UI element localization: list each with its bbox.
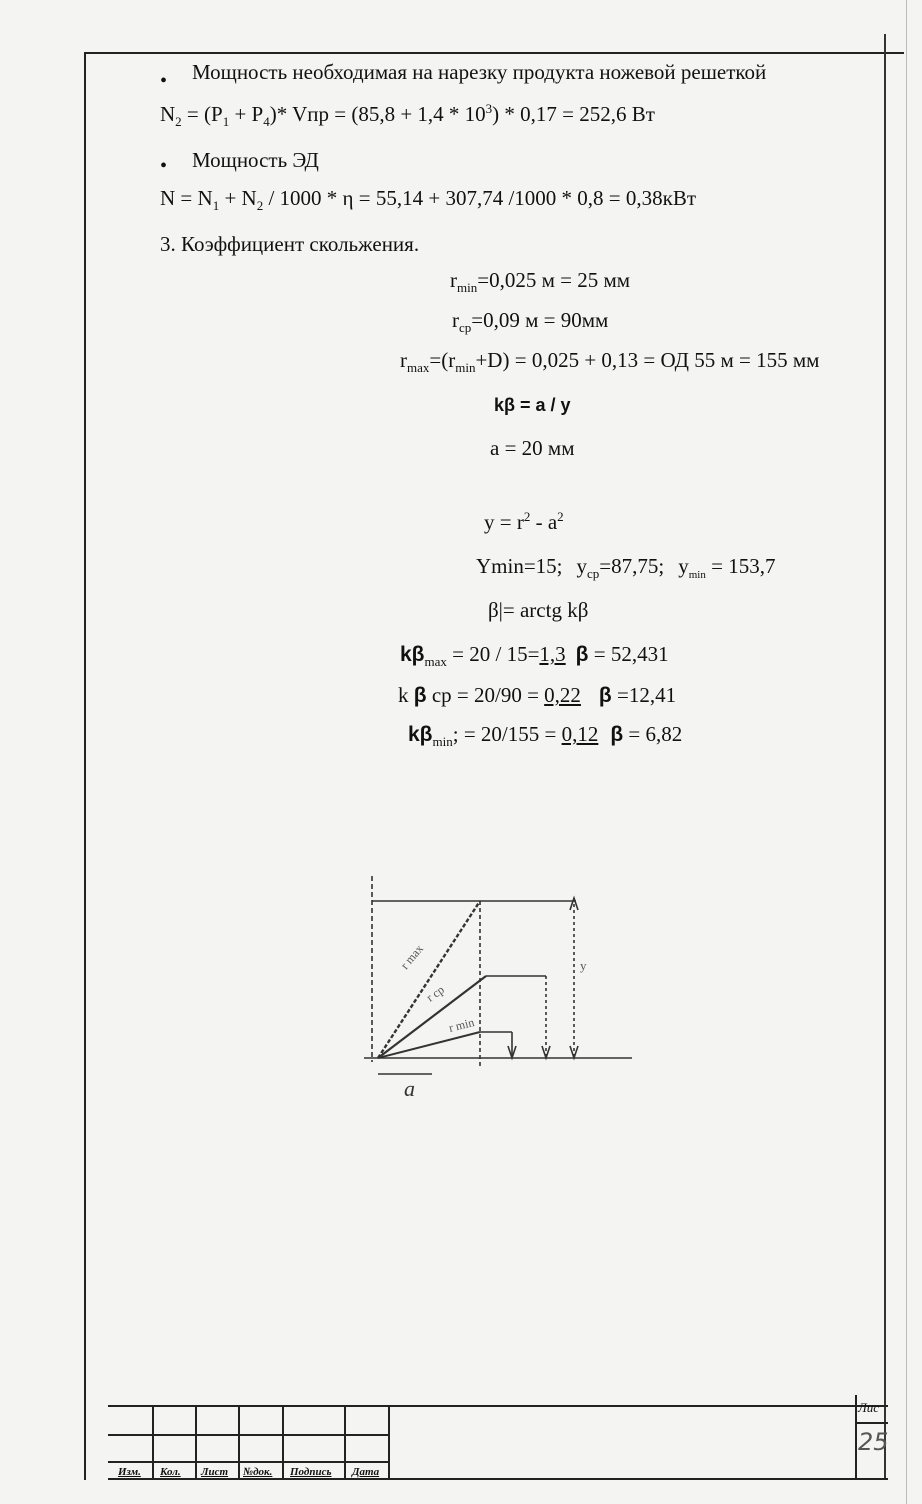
label-kol: Кол. (160, 1466, 181, 1478)
label-list: Лист (201, 1466, 229, 1478)
y-values: Ymin=15; $y_{ср}=87,75$; $y_{min} = 153,7$ (476, 554, 776, 582)
titleblock-row-line (108, 1461, 390, 1463)
page-edge (906, 0, 907, 1504)
bullet-motor-power: Мощность ЭД (192, 148, 319, 172)
frame-left-border (84, 52, 86, 1480)
formula-rcp: $r_{ср}=0,09$ м = 90мм (452, 308, 609, 336)
svg-text:y: y (580, 958, 587, 973)
titleblock-col-line (855, 1395, 857, 1480)
titleblock-row-line (108, 1434, 390, 1436)
formula-kbeta: kβ = a / y (494, 395, 571, 415)
titleblock-col-line (195, 1405, 197, 1480)
value-a: a = 20 мм (490, 436, 575, 460)
formula-kbeta-cp: k β ср = 20/90 = 0,22 β =12,41 (398, 683, 677, 707)
label-ndok: №док. (243, 1466, 273, 1478)
formula-n: $N = N_1 + N_2 / 1000 * \eta = 55,14 + 307,74$ /1000 * 0,8 = 0,38кВт (160, 186, 697, 214)
formula-rmax: $r_{max}=(r_{min}+D) = 0,025 + 0,13$ = ОД 55 м = 155 мм (400, 348, 820, 376)
formula-kbeta-min: $k\beta_{min}$; = 20/155 = 0,12 β = 6,82 (408, 722, 683, 750)
formula-kbeta-max: $k\beta_{max} = 20 / 15=1,3$ β = 52,431 (400, 642, 669, 670)
sheet-label: Лис (858, 1400, 880, 1415)
titleblock-top-line (108, 1405, 888, 1407)
titleblock-row-line (855, 1422, 888, 1424)
line-rmax (378, 901, 480, 1058)
label-podpis: Подпись (290, 1466, 332, 1478)
bullet-marker: • (160, 70, 168, 92)
formula-beta: β|= arctg kβ (488, 598, 589, 622)
label-a: a (404, 1076, 415, 1101)
titleblock-col-line (152, 1405, 154, 1480)
svg-text:r min: r min (447, 1015, 476, 1035)
section-heading: 3. Коэффициент скольжения. (160, 232, 420, 256)
label-izm: Изм. (118, 1466, 141, 1478)
titleblock-col-line (238, 1405, 240, 1480)
bullet-marker: • (160, 155, 168, 177)
slip-diagram (360, 870, 650, 1110)
titleblock-col-line (388, 1405, 390, 1480)
titleblock-col-line (282, 1405, 284, 1480)
titleblock-bottom-line (108, 1478, 888, 1480)
sheet-number: 25 (858, 1428, 889, 1456)
formula-rmin: $r_{min}=0,025$ м = 25 мм (450, 268, 631, 296)
titleblock-col-line (344, 1405, 346, 1480)
frame-right-border (884, 34, 886, 1480)
frame-top-border (84, 52, 904, 54)
label-data: Дата (352, 1466, 380, 1478)
formula-n2: $N_2 = (P_1 + P_4)*$ Vпр = $(85,8 + 1,4 * 10^3) * 0,17 = 252,6$ Вт (160, 101, 655, 130)
svg-text:r max: r max (397, 941, 427, 972)
svg-text:r ср: r ср (423, 982, 447, 1005)
formula-y: $y = r^2 - a^2$ (484, 509, 564, 534)
bullet-cutting-power: Мощность необходимая на нарезку продукта ножевой решеткой (192, 60, 767, 84)
